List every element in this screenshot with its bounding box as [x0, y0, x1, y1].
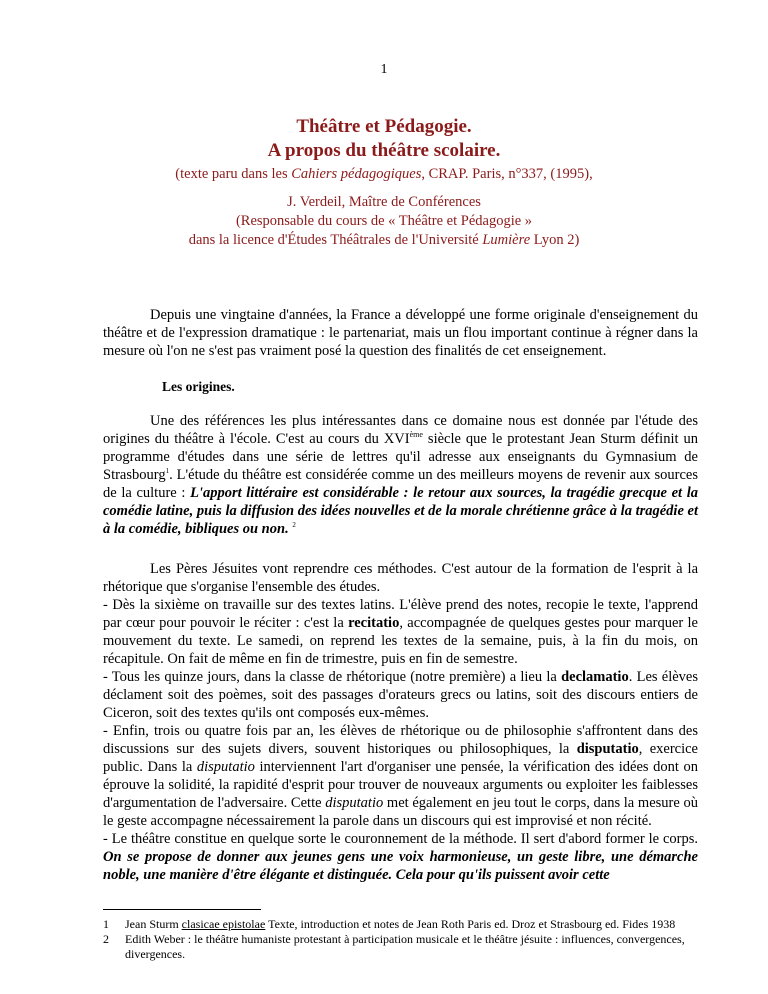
publication-note-post: , CRAP. Paris, n°337, (1995),	[421, 166, 593, 182]
term-disputatio-italic-1: disputatio	[196, 759, 255, 775]
publication-note	[0, 165, 768, 183]
author-role: (Responsable du cours de « Théâtre et Pédagogie »	[235, 213, 533, 229]
footnote-1-underlined-title: clasicae epistolae	[181, 917, 266, 931]
section-heading: Les origines.	[162, 379, 235, 394]
b1-text-a: - Dès la sixième on travaille sur des textes latins. L'élève prend des notes, recopie le texte, l'apprend par cœur pour pouvoir le réciter : c'est la	[103, 597, 698, 631]
p2-text-c: . L'étude du théâtre est considérée comme un des meilleurs moyens de revenir aux sources de la culture :	[103, 467, 698, 501]
footnote-number: 1	[103, 917, 109, 931]
b2-text-b: . Les élèves déclament soit des poèmes, soit des passages d'orateurs grecs ou latins, soit des discours entiers de Ciceron, soit des textes qu'ils ont composés eux-mêmes.	[103, 669, 698, 721]
title-line-1: Théâtre et Pédagogie.	[296, 116, 472, 137]
footnote-1-pre: Jean Sturm	[125, 917, 182, 931]
bullet-disputatio	[103, 722, 698, 830]
b2-text-a: - Tous les quinze jours, dans la classe de rhétorique (notre première) a lieu la	[103, 669, 562, 685]
p2-text-a: Une des références les plus intéressantes dans ce domaine nous est donnée par l'étude des origines du théâtre à l'école. C'est au cours du XVI	[103, 413, 698, 447]
term-recitatio: recitatio	[348, 615, 400, 631]
author-university-post: Lyon 2)	[530, 232, 580, 248]
title-line-2: A propos du théâtre scolaire.	[267, 140, 501, 161]
journal-name: Cahiers pédagogiques	[291, 166, 422, 182]
author-university-pre: dans la licence d'Études Théâtrales de l'Université	[188, 232, 483, 248]
bullet-theatre	[103, 830, 698, 884]
b4-text-a: - Le théâtre constitue en quelque sorte le couronnement de la méthode. Il sert d'abord former le corps.	[103, 831, 698, 847]
publication-note-pre: (texte paru dans les	[175, 166, 292, 182]
bullet-declamatio	[103, 668, 698, 722]
bullet-recitatio	[103, 596, 698, 668]
b3-text-a: - Enfin, trois ou quatre fois par an, les élèves de rhétorique ou de philosophie s'affrontent dans des discussions sur des sujets divers, souvent historiques ou philosophiques, la	[103, 723, 698, 757]
term-declamatio: declamatio	[561, 669, 629, 685]
b1-text-b: , accompagnée de quelques gestes pour marquer le mouvement du texte. Le samedi, on reprend les textes de la semaine, puis, à la fin du mois, on récapitule. On fait de même en fin de trimestre, puis en fin de semestre.	[103, 615, 698, 667]
footnote-ref-2[interactable]: 2	[292, 521, 296, 530]
author-name: J. Verdeil, Maître de Conférences	[287, 194, 481, 210]
b3-text-b: , exercice public. Dans la	[103, 741, 698, 775]
b3-text-c: interviennent l'art d'organiser une pensée, la vérification des idées dont on éprouve la solidité, la rapidité d'esprit pour trouver de nouveaux arguments ou exploiter les faiblesses d'argumentation de l'adversaire. Cette	[103, 759, 698, 811]
footnote-number: 2	[103, 932, 109, 946]
term-disputatio: disputatio	[576, 741, 639, 757]
b3-text-d: met également en jeu tout le corps, dans la mesure où le geste accompagne nécessairement la parole dans un discours qui est improvisé et non récité.	[103, 795, 698, 829]
quote-weber: L'apport littéraire est considérable : le retour aux sources, la tragédie grecque et la comédie latine, puis la diffusion des idées nouvelles et de la morale chrétienne grâce à la tragédie et à la comédie, bibliques ou non.	[103, 485, 699, 537]
footnote-text: Edith Weber : le théâtre humaniste protestant à participation musicale et le théâtre jésuite : influences, convergences, divergences.	[125, 932, 685, 961]
university-name: Lumière	[482, 232, 531, 248]
quote-theatre: On se propose de donner aux jeunes gens une voix harmonieuse, un geste libre, une démarche noble, une manière d'être élégante et distinguée. Cela pour qu'ils puissent avoir cette	[103, 849, 698, 883]
footnote-1	[103, 917, 698, 932]
footnote-2	[103, 932, 698, 962]
origins-paragraph	[103, 412, 698, 538]
author-university	[0, 231, 768, 250]
footnote-ref-1[interactable]: 1	[165, 467, 170, 476]
title-block	[0, 115, 768, 183]
century-superscript: ème	[409, 430, 423, 440]
jesuits-paragraph: Les Pères Jésuites vont reprendre ces méthodes. C'est autour de la formation de l'esprit à la rhétorique que s'organise l'ensemble des études.	[103, 561, 698, 595]
article-body	[103, 306, 698, 884]
footnote-text	[125, 917, 698, 932]
term-disputatio-italic-2: disputatio	[325, 795, 384, 811]
footnote-1-post: Texte, introduction et notes de Jean Roth Paris ed. Droz et Strasbourg ed. Fides 1938	[265, 917, 676, 931]
author-block	[0, 193, 768, 250]
footnotes	[103, 917, 698, 962]
footnote-separator	[103, 909, 261, 910]
page-number: 1	[380, 62, 388, 77]
intro-paragraph: Depuis une vingtaine d'années, la France a développé une forme originale d'enseignement du théâtre et de l'expression dramatique : le partenariat, mais un flou important continue à régner dans la mesure où l'on ne s'est pas vraiment posé la question des finalités de cet enseignement.	[103, 307, 698, 359]
p2-text-b: siècle que le protestant Jean Sturm définit un programme d'études dans une série de lettres qu'il adresse aux enseignants du Gymnasium de Strasbourg	[103, 431, 698, 483]
